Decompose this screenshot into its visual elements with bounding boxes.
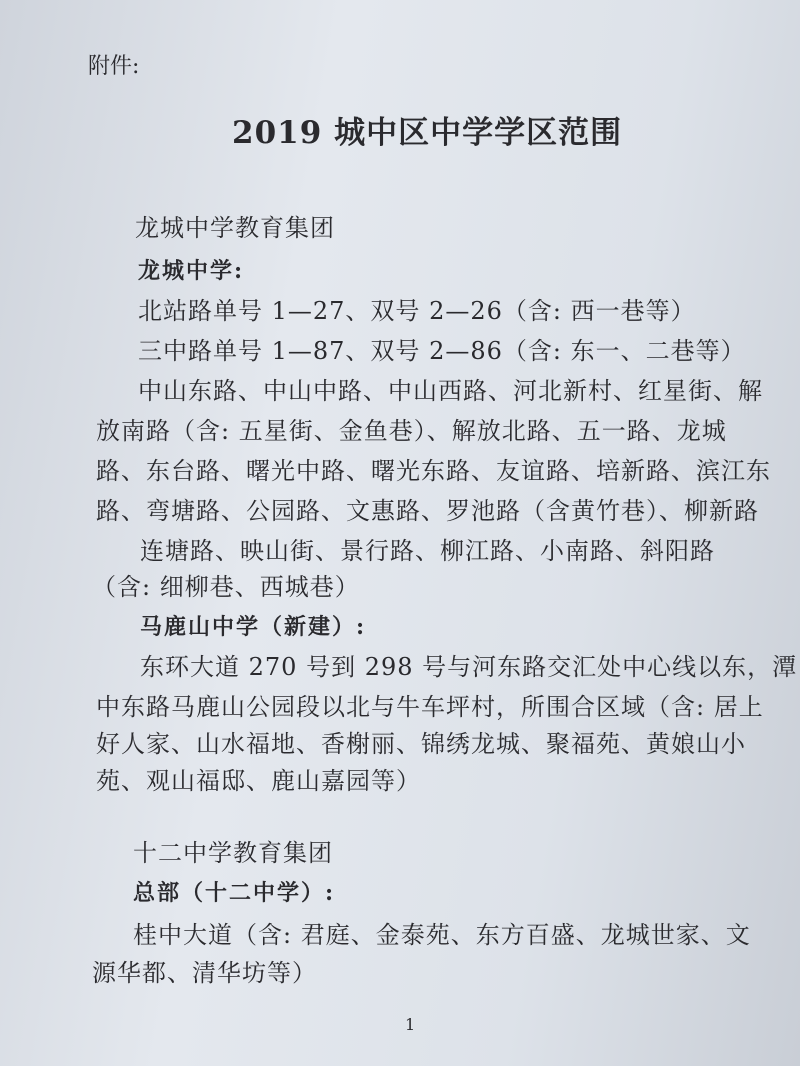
text-line: 中山东路、中山中路、中山西路、河北新村、红星街、解 — [138, 377, 763, 405]
text-line: 北站路单号 1—27、双号 2—26（含: 西一巷等） — [138, 297, 696, 325]
group-heading-twelfth: 十二中学教育集团 — [133, 839, 333, 867]
text-line: 路、东台路、曙光中路、曙光东路、友谊路、培新路、滨江东 — [96, 457, 771, 485]
school-heading-maluoshan: 马鹿山中学（新建）: — [140, 614, 367, 640]
text-line: 苑、观山福邸、鹿山嘉园等） — [96, 767, 421, 795]
group-heading-longcheng: 龙城中学教育集团 — [135, 214, 335, 242]
page-title: 2019 城中区中学学区范围 — [232, 115, 623, 151]
text-line: （含: 细柳巷、西城巷） — [92, 573, 360, 601]
text-line: 连塘路、映山街、景行路、柳江路、小南路、斜阳路 — [140, 537, 715, 565]
text-line: 桂中大道（含: 君庭、金泰苑、东方百盛、龙城世家、文 — [133, 921, 751, 949]
text-line: 路、弯塘路、公园路、文惠路、罗池路（含黄竹巷）、柳新路 — [96, 497, 759, 525]
text-line: 东环大道 270 号到 298 号与河东路交汇处中心线以东，潭 — [140, 653, 798, 681]
text-line: 中东路马鹿山公园段以北与牛车坪村，所围合区域（含: 居上 — [96, 693, 764, 721]
text-line: 三中路单号 1—87、双号 2—86（含: 东一、二巷等） — [138, 337, 746, 365]
text-line: 放南路（含: 五星街、金鱼巷）、解放北路、五一路、龙城 — [96, 417, 727, 445]
attachment-label: 附件: — [88, 54, 140, 79]
school-heading-longcheng: 龙城中学: — [138, 258, 245, 284]
text-line: 源华都、清华坊等） — [92, 959, 317, 987]
text-line: 好人家、山水福地、香榭丽、锦绣龙城、聚福苑、黄娘山小 — [96, 730, 746, 758]
school-heading-twelfth: 总部（十二中学）: — [133, 880, 336, 906]
page-number: 1 — [405, 1015, 417, 1034]
